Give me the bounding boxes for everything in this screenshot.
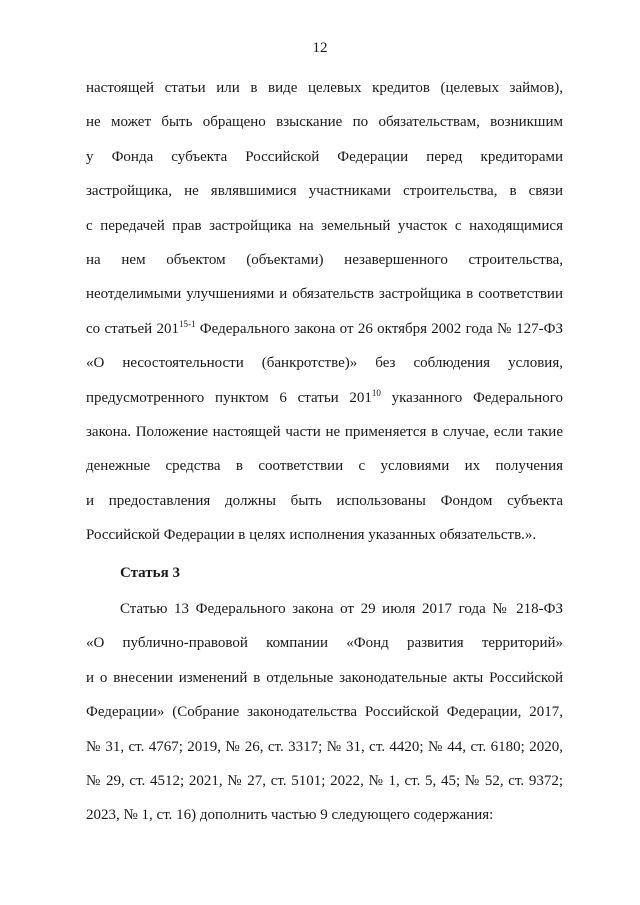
text-line: застройщика, не являвшимися участниками строительства, в связи xyxy=(86,183,563,199)
text-line: не может быть обращено взыскание по обязательствам, возникшим xyxy=(86,114,563,130)
text-line: на нем объектом (объектами) незавершенного строительства, xyxy=(86,252,563,268)
text-line: «О публично-правовой компании «Фонд развития территорий» xyxy=(86,635,563,651)
text-fragment: Федерального закона от 26 октября 2002 года № 127-ФЗ xyxy=(195,321,564,337)
text-fragment: со статьей 201 xyxy=(86,321,179,337)
text-fragment: указанного Федерального xyxy=(380,390,563,406)
text-line: «О несостоятельности (банкротстве)» без соблюдения условия, xyxy=(86,355,563,371)
text-line: закона. Положение настоящей части не применяется в случае, если такие xyxy=(86,424,563,440)
text-line: с передачей прав застройщика на земельный участок с находящимися xyxy=(86,218,563,234)
text-line xyxy=(86,319,563,339)
superscript: 10 xyxy=(371,388,381,398)
text-line: Российской Федерации в целях исполнения указанных обязательств.». xyxy=(86,527,537,543)
text-line: Статью 13 Федерального закона от 29 июля 2017 года № 218-ФЗ xyxy=(120,601,563,617)
text-line: денежные средства в соответствии с условиями их получения xyxy=(86,458,563,474)
text-line: и предоставления должны быть использованы Фондом субъекта xyxy=(86,493,563,509)
text-line: Федерации» (Собрание законодательства Российской Федерации, 2017, xyxy=(86,704,563,720)
text-line: 2023, № 1, ст. 16) дополнить частью 9 следующего содержания: xyxy=(86,807,494,823)
text-line: у Фонда субъекта Российской Федерации перед кредиторами xyxy=(86,149,563,165)
text-line: и о внесении изменений в отдельные законодательные акты Российской xyxy=(86,670,563,686)
text-line: № 31, ст. 4767; 2019, № 26, ст. 3317; № 31, ст. 4420; № 44, ст. 6180; 2020, xyxy=(86,739,563,755)
text-line xyxy=(86,388,563,408)
text-line: № 29, ст. 4512; 2021, № 27, ст. 5101; 2022, № 1, ст. 5, 45; № 52, ст. 9372; xyxy=(86,773,563,789)
page-number: 12 xyxy=(312,40,328,56)
text-line: неотделимыми улучшениями и обязательств застройщика в соответствии xyxy=(86,286,563,302)
superscript: 15-1 xyxy=(179,319,196,329)
article-heading: Статья 3 xyxy=(120,565,180,581)
text-fragment: предусмотренного пунктом 6 статьи 201 xyxy=(86,390,372,406)
text-line: настоящей статьи или в виде целевых кредитов (целевых займов), xyxy=(86,80,563,96)
